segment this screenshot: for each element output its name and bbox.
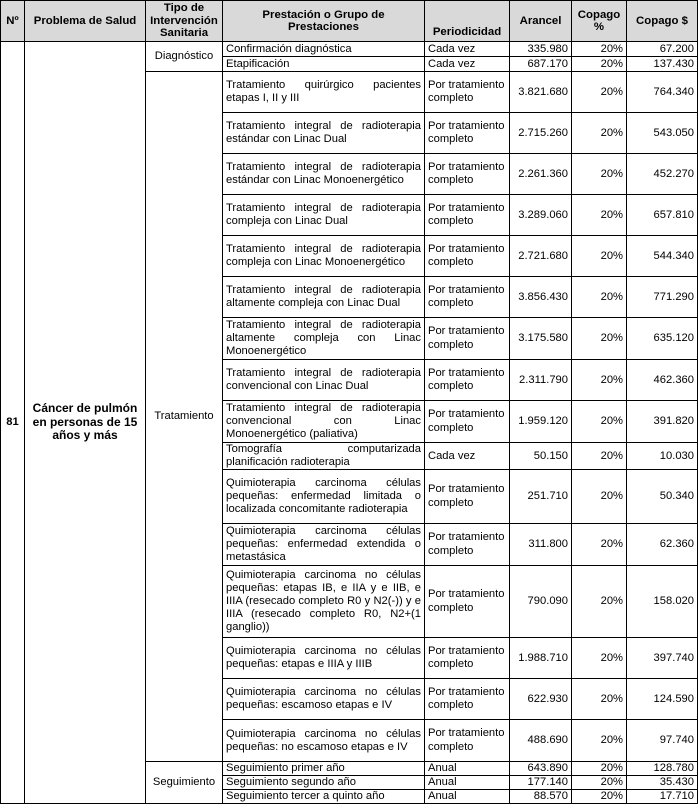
periodicidad-cell: Por tratamiento completo [425, 195, 510, 236]
periodicidad-cell: Por tratamiento completo [425, 524, 510, 566]
copago-pct-cell: 20% [572, 195, 627, 236]
prestacion-cell: Seguimiento tercer a quinto año [223, 790, 425, 804]
header-copago-amt: Copago $ [627, 1, 698, 42]
periodicidad-cell: Cada vez [425, 57, 510, 72]
periodicidad-cell: Por tratamiento completo [425, 113, 510, 154]
arancel-cell: 488.690 [510, 720, 572, 762]
copago-cell: 543.050 [627, 113, 698, 154]
periodicidad-cell: Por tratamiento completo [425, 401, 510, 443]
copago-pct-cell: 20% [572, 679, 627, 720]
prestacion-cell: Quimioterapia carcinoma no células pequeñas: no escamoso etapas e IV [223, 720, 425, 762]
header-copago-pct: Copago % [572, 1, 627, 42]
periodicidad-cell: Por tratamiento completo [425, 236, 510, 277]
copago-pct-cell: 20% [572, 443, 627, 470]
periodicidad-cell: Anual [425, 790, 510, 804]
copago-cell: 10.030 [627, 443, 698, 470]
prestacion-cell: Tratamiento integral de radioterapia estándar con Linac Monoenergético [223, 154, 425, 195]
copago-pct-cell: 20% [572, 277, 627, 318]
copago-pct-cell: 20% [572, 57, 627, 72]
arancel-cell: 251.710 [510, 470, 572, 524]
copago-cell: 35.430 [627, 776, 698, 790]
arancel-cell: 1.959.120 [510, 401, 572, 443]
periodicidad-cell: Por tratamiento completo [425, 360, 510, 401]
arancel-cell: 2.261.360 [510, 154, 572, 195]
arancel-cell: 622.930 [510, 679, 572, 720]
copago-cell: 657.810 [627, 195, 698, 236]
copago-cell: 462.360 [627, 360, 698, 401]
problem-number: 81 [1, 42, 25, 804]
arancel-cell: 3.175.580 [510, 318, 572, 360]
copago-pct-cell: 20% [572, 790, 627, 804]
periodicidad-cell: Por tratamiento completo [425, 154, 510, 195]
copago-pct-cell: 20% [572, 720, 627, 762]
group-tratamiento: Tratamiento [146, 72, 223, 762]
arancel-cell: 3.821.680 [510, 72, 572, 113]
copago-pct-cell: 20% [572, 318, 627, 360]
copago-pct-cell: 20% [572, 154, 627, 195]
copago-cell: 17.710 [627, 790, 698, 804]
group-diagnostico: Diagnóstico [146, 42, 223, 72]
arancel-cell: 2.715.260 [510, 113, 572, 154]
copago-pct-cell: 20% [572, 360, 627, 401]
copago-cell: 67.200 [627, 42, 698, 57]
copago-pct-cell: 20% [572, 524, 627, 566]
prestacion-cell: Seguimiento segundo año [223, 776, 425, 790]
prestacion-cell: Tratamiento integral de radioterapia compleja con Linac Dual [223, 195, 425, 236]
prestacion-cell: Tratamiento integral de radioterapia convencional con Linac Monoenergético (paliativa) [223, 401, 425, 443]
periodicidad-cell: Cada vez [425, 42, 510, 57]
copago-cell: 764.340 [627, 72, 698, 113]
prestacion-cell: Tratamiento integral de radioterapia compleja con Linac Monoenergético [223, 236, 425, 277]
prestacion-cell: Tratamiento integral de radioterapia estándar con Linac Dual [223, 113, 425, 154]
periodicidad-cell: Por tratamiento completo [425, 638, 510, 679]
periodicidad-cell: Por tratamiento completo [425, 318, 510, 360]
header-row [1, 1, 698, 42]
copago-cell: 397.740 [627, 638, 698, 679]
copago-pct-cell: 20% [572, 72, 627, 113]
arancel-cell: 335.980 [510, 42, 572, 57]
arancel-cell: 643.890 [510, 762, 572, 776]
prestacion-cell: Tratamiento integral de radioterapia altamente compleja con Linac Monoenergético [223, 318, 425, 360]
periodicidad-cell: Por tratamiento completo [425, 72, 510, 113]
prestacion-cell: Tratamiento integral de radioterapia convencional con Linac Dual [223, 360, 425, 401]
arancel-cell: 790.090 [510, 566, 572, 638]
arancel-cell: 2.721.680 [510, 236, 572, 277]
prestacion-cell: Tomografía computarizada planificación radioterapia [223, 443, 425, 470]
prestacion-cell: Seguimiento primer año [223, 762, 425, 776]
header-periodicidad: Periodicidad [425, 1, 510, 42]
copago-pct-cell: 20% [572, 776, 627, 790]
arancel-cell: 3.856.430 [510, 277, 572, 318]
header-prestacion: Prestación o Grupo de Prestaciones [223, 1, 425, 42]
copago-cell: 124.590 [627, 679, 698, 720]
copago-pct-cell: 20% [572, 42, 627, 57]
copago-cell: 128.780 [627, 762, 698, 776]
prestacion-cell: Quimioterapia carcinoma no células pequeñas: etapas e IIIA y IIIB [223, 638, 425, 679]
arancel-cell: 1.988.710 [510, 638, 572, 679]
periodicidad-cell: Por tratamiento completo [425, 720, 510, 762]
copago-cell: 158.020 [627, 566, 698, 638]
arancel-cell: 3.289.060 [510, 195, 572, 236]
copago-pct-cell: 20% [572, 566, 627, 638]
periodicidad-cell: Por tratamiento completo [425, 679, 510, 720]
copago-pct-cell: 20% [572, 638, 627, 679]
problem-name: Cáncer de pulmón en personas de 15 años y más [25, 42, 146, 804]
periodicidad-cell: Por tratamiento completo [425, 566, 510, 638]
header-no: Nº [1, 1, 25, 42]
arancel-cell: 311.800 [510, 524, 572, 566]
periodicidad-cell: Anual [425, 776, 510, 790]
copago-pct-cell: 20% [572, 236, 627, 277]
arancel-cell: 687.170 [510, 57, 572, 72]
copago-pct-cell: 20% [572, 470, 627, 524]
prestacion-cell: Quimioterapia carcinoma células pequeñas: enfermedad limitada o localizada concomitante radioterapia [223, 470, 425, 524]
copago-cell: 635.120 [627, 318, 698, 360]
copago-cell: 137.430 [627, 57, 698, 72]
periodicidad-cell: Por tratamiento completo [425, 277, 510, 318]
copago-cell: 771.290 [627, 277, 698, 318]
periodicidad-cell: Por tratamiento completo [425, 470, 510, 524]
copago-pct-cell: 20% [572, 113, 627, 154]
copago-cell: 544.340 [627, 236, 698, 277]
arancel-cell: 50.150 [510, 443, 572, 470]
prestacion-cell: Quimioterapia carcinoma células pequeñas: enfermedad extendida o metastásica [223, 524, 425, 566]
copago-cell: 97.740 [627, 720, 698, 762]
periodicidad-cell: Anual [425, 762, 510, 776]
prestacion-cell: Quimioterapia carcinoma no células pequeñas: escamoso etapas e IV [223, 679, 425, 720]
group-seguimiento: Seguimiento [146, 762, 223, 804]
arancel-cell: 177.140 [510, 776, 572, 790]
table-row [1, 42, 698, 57]
header-problema: Problema de Salud [25, 1, 146, 42]
copago-pct-cell: 20% [572, 762, 627, 776]
periodicidad-cell: Cada vez [425, 443, 510, 470]
arancel-cell: 2.311.790 [510, 360, 572, 401]
arancel-cell: 88.570 [510, 790, 572, 804]
prestacion-cell: Tratamiento integral de radioterapia altamente compleja con Linac Dual [223, 277, 425, 318]
copago-cell: 62.360 [627, 524, 698, 566]
prestacion-cell: Confirmación diagnóstica [223, 42, 425, 57]
copago-pct-cell: 20% [572, 401, 627, 443]
copago-cell: 391.820 [627, 401, 698, 443]
prestacion-cell: Etapificación [223, 57, 425, 72]
header-arancel: Arancel [510, 1, 572, 42]
header-tipo: Tipo de Intervención Sanitaria [146, 1, 223, 42]
prestacion-cell: Quimioterapia carcinoma no células pequeñas: etapas IB, e IIA y e IIB, e IIIA (resecado completo R0 y N2(-)) y e IIIA (resecado completo R0, N2+(1 ganglio)) [223, 566, 425, 638]
prestacion-cell: Tratamiento quirúrgico pacientes etapas I, II y III [223, 72, 425, 113]
copago-cell: 452.270 [627, 154, 698, 195]
copago-cell: 50.340 [627, 470, 698, 524]
